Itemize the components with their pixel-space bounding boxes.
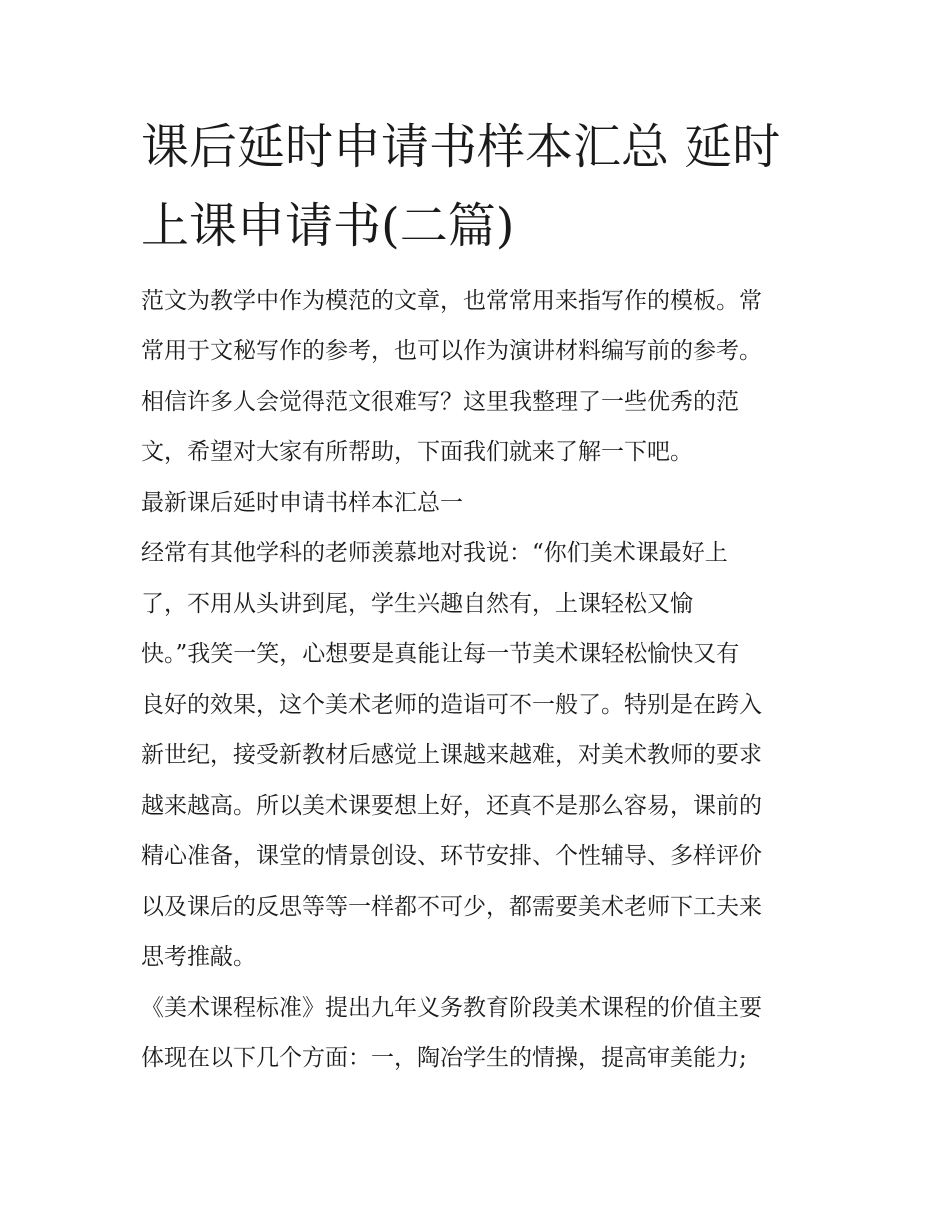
body-line: 越来越高。所以美术课要想上好，还真不是那么容易，课前的: [141, 793, 762, 819]
body-line: 新世纪，接受新教材后感觉上课越来越难，对美术教师的要求: [141, 742, 762, 768]
body-line: 以及课后的反思等等一样都不可少，都需要美术老师下工夫来: [141, 894, 762, 920]
body-line: 思考推敲。: [141, 944, 256, 970]
body-line: 相信许多人会觉得范文很难写？这里我整理了一些优秀的范: [141, 389, 739, 415]
body-line: 经常有其他学科的老师羡慕地对我说：“你们美术课最好上: [141, 540, 728, 566]
body-line: 常用于文秘写作的参考，也可以作为演讲材料编写前的参考。: [141, 338, 762, 364]
document-title-line-1: 课后延时申请书样本汇总 延时: [141, 119, 781, 175]
body-line: 《美术课程标准》提出九年义务教育阶段美术课程的价值主要: [141, 995, 762, 1021]
body-line: 范文为教学中作为模范的文章，也常常用来指写作的模板。常: [141, 288, 762, 314]
body-line: 精心准备，课堂的情景创设、环节安排、个性辅导、多样评价: [141, 843, 762, 869]
document-title-line-2: 上课申请书(二篇): [141, 198, 515, 254]
body-line: 体现在以下几个方面：一，陶冶学生的情操，提高审美能力;: [141, 1045, 747, 1071]
section-heading: 最新课后延时申请书样本汇总一: [141, 490, 463, 516]
body-line: 良好的效果，这个美术老师的造诣可不一般了。特别是在跨入: [141, 692, 762, 718]
body-line: 了，不用从头讲到尾，学生兴趣自然有，上课轻松又愉: [141, 591, 693, 617]
body-line: 快。”我笑一笑，心想要是真能让每一节美术课轻松愉快又有: [141, 641, 740, 667]
body-line: 文，希望对大家有所帮助，下面我们就来了解一下吧。: [141, 439, 693, 465]
